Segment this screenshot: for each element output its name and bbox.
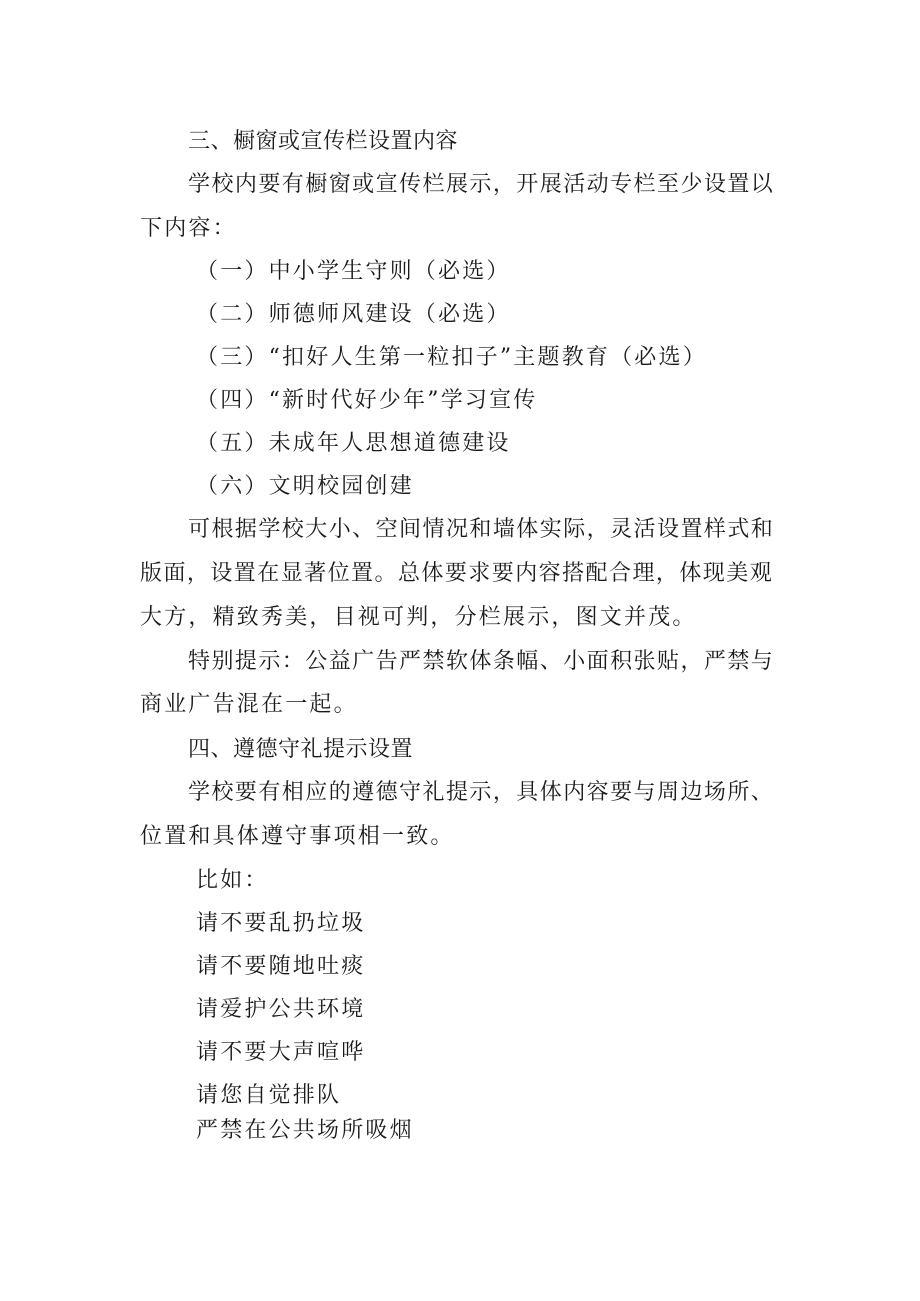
list-item: （二）师德师风建设（必选）	[196, 302, 511, 327]
list-item: （四）“新时代好少年”学习宣传	[196, 388, 538, 413]
section-4-intro-line-2: 位置和具体遵守事项相一致。	[140, 824, 455, 849]
example-item: 请爱护公共环境	[196, 997, 366, 1022]
section-4-heading: 四、遵德守礼提示设置	[188, 737, 414, 762]
list-item: （五）未成年人思想道德建设	[196, 431, 511, 456]
section-3-heading: 三、橱窗或宣传栏设置内容	[188, 129, 459, 154]
special-note-line-1: 特别提示：公益广告严禁软体条幅、小面积张贴，严禁与	[188, 649, 775, 674]
list-item: （三）“扣好人生第一粒扣子”主题教育（必选）	[196, 345, 707, 370]
example-item: 请您自觉排队	[196, 1083, 342, 1108]
section-3-para-2-line-2: 版面，设置在显著位置。总体要求要内容搭配合理，体现美观	[140, 561, 774, 586]
section-3-para-2-line-1: 可根据学校大小、空间情况和墙体实际，灵活设置样式和	[188, 517, 775, 542]
special-note-line-2: 商业广告混在一起。	[140, 692, 358, 717]
example-item: 请不要乱扔垃圾	[196, 911, 366, 936]
section-3-para-2-line-3: 大方，精致秀美，目视可判，分栏展示，图文并茂。	[140, 605, 697, 630]
list-item: （六）文明校园创建	[196, 474, 414, 499]
list-item: （一）中小学生守则（必选）	[196, 259, 511, 284]
section-4-intro-line-1: 学校要有相应的遵德守礼提示，具体内容要与周边场所、	[188, 780, 775, 805]
example-item: 请不要随地吐痰	[196, 954, 366, 979]
example-label: 比如：	[196, 868, 269, 893]
example-item: 请不要大声喧哗	[196, 1040, 366, 1065]
example-item: 严禁在公共场所吸烟	[196, 1118, 414, 1143]
section-3-intro-line-2: 下内容：	[140, 216, 237, 241]
section-3-intro-line-1: 学校内要有橱窗或宣传栏展示，开展活动专栏至少设置以	[188, 172, 775, 197]
